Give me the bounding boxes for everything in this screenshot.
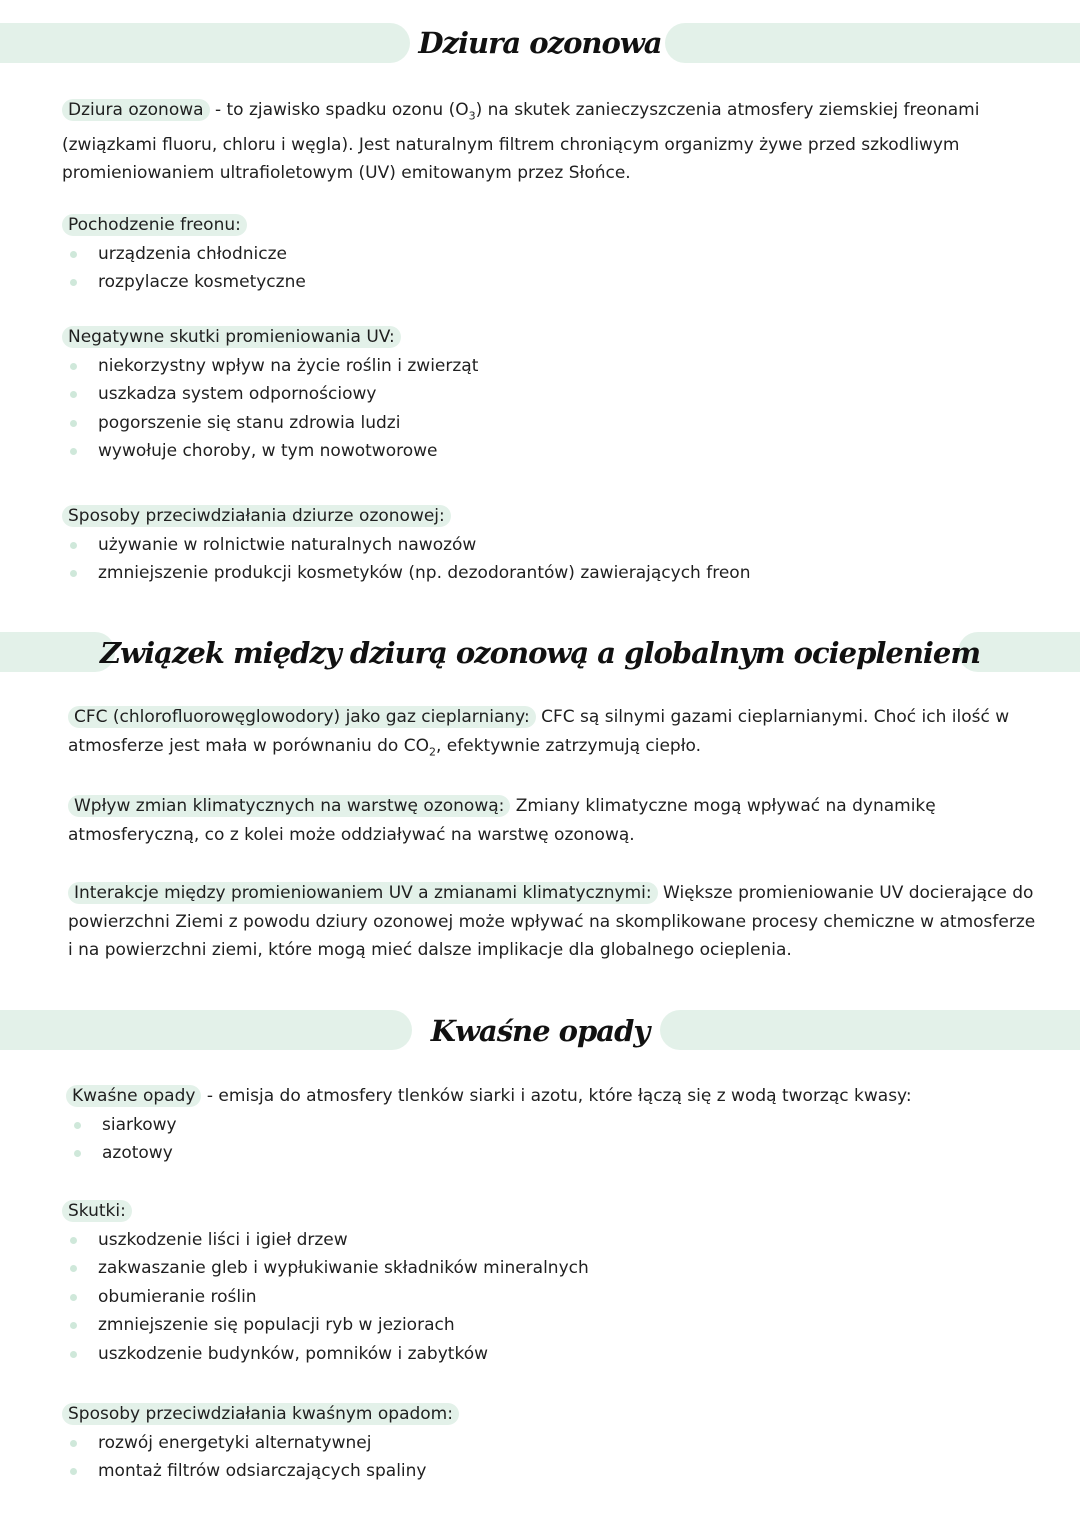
paragraph	[68, 879, 1040, 965]
term-highlight: Interakcje między promieniowaniem UV a zmianami klimatycznymi:	[68, 882, 658, 904]
origin-list	[62, 211, 1040, 297]
effects-list	[62, 323, 1040, 466]
list-item: rozpylacze kosmetyczne	[62, 268, 1040, 297]
list-item: urządzenia chłodnicze	[62, 240, 1040, 269]
list-label: Pochodzenie freonu:	[62, 214, 247, 236]
list-item: pogorszenie się stanu zdrowia ludzi	[62, 409, 1040, 438]
text: Większe promieniowanie UV docierające do powierzchni Ziemi z powodu dziury ozonowej może wpływać na skomplikowane procesy chemiczne w atmosferze i na powierzchni ziemi, które mogą mieć dalsze implikacje dla globalnego ocieplenia.	[68, 883, 1036, 960]
list-item: uszkodzenie budynków, pomników i zabytków	[62, 1340, 1040, 1369]
section-title: Dziura ozonowa	[418, 26, 662, 60]
list-item: używanie w rolnictwie naturalnych nawozów	[62, 531, 1040, 560]
list-label: Skutki:	[62, 1200, 132, 1222]
text: - emisja do atmosfery tlenków siarki i azotu, które łączą się z wodą tworząc kwasy:	[201, 1086, 912, 1106]
effects-list	[62, 1197, 1040, 1368]
definition-list	[66, 1082, 1040, 1168]
list-item: zmniejszenie produkcji kosmetyków (np. dezodorantów) zawierających freon	[62, 559, 1040, 588]
list-item: siarkowy	[66, 1111, 1040, 1140]
text: , efektywnie zatrzymują ciepło.	[436, 735, 702, 756]
list-item: montaż filtrów odsiarczających spaliny	[62, 1457, 1040, 1486]
prevention-list	[62, 1400, 1040, 1486]
list-item: wywołuje choroby, w tym nowotworowe	[62, 437, 1040, 466]
list-label: Sposoby przeciwdziałania dziurze ozonowej:	[62, 505, 451, 527]
text: CFC są silnymi gazami cieplarnianymi. Choć ich ilość w atmosferze jest mała w porównaniu do CO	[68, 707, 1010, 756]
list-item: azotowy	[66, 1139, 1040, 1168]
subscript: 2	[429, 744, 436, 758]
list-item: zmniejszenie się populacji ryb w jeziorach	[62, 1311, 1040, 1340]
list-item: zakwaszanie gleb i wypłukiwanie składników mineralnych	[62, 1254, 1040, 1283]
section-title: Kwaśne opady	[430, 1014, 650, 1048]
section-title: Związek między dziurą ozonową a globalnym ociepleniem	[99, 636, 981, 670]
term-highlight: Wpływ zmian klimatycznych na warstwę ozonową:	[68, 795, 510, 817]
list-item: rozwój energetyki alternatywnej	[62, 1429, 1040, 1458]
term-highlight: CFC (chlorofluorowęglowodory) jako gaz cieplarniany:	[68, 706, 536, 728]
paragraph	[68, 703, 1040, 766]
text: ) na skutek zanieczyszczenia atmosfery ziemskiej freonami (związkami fluoru, chloru i węgla). Jest naturalnym filtrem chroniącym organizmy żywe przed szkodliwym promieniowaniem ultrafioletowym (UV) emitowanym przez Słońce.	[62, 100, 980, 184]
list-label: Sposoby przeciwdziałania kwaśnym opadom:	[62, 1403, 459, 1425]
list-label: Negatywne skutki promieniowania UV:	[62, 326, 401, 348]
term-highlight: Dziura ozonowa	[62, 99, 210, 121]
term-highlight: Kwaśne opady	[66, 1085, 201, 1107]
list-item: niekorzystny wpływ na życie roślin i zwierząt	[62, 352, 1040, 381]
text: - to zjawisko spadku ozonu (O	[209, 100, 469, 120]
list-item: uszkadza system odpornościowy	[62, 380, 1040, 409]
subscript: 3	[468, 109, 476, 123]
list-item: obumieranie roślin	[62, 1283, 1040, 1312]
list-item: uszkodzenie liści i igieł drzew	[62, 1226, 1040, 1255]
paragraph	[68, 792, 1040, 849]
prevention-list	[62, 502, 1040, 588]
definition-paragraph	[62, 96, 1040, 188]
text: Zmiany klimatyczne mogą wpływać na dynamikę atmosferyczną, co z kolei może oddziaływać na warstwę ozonową.	[68, 796, 936, 845]
